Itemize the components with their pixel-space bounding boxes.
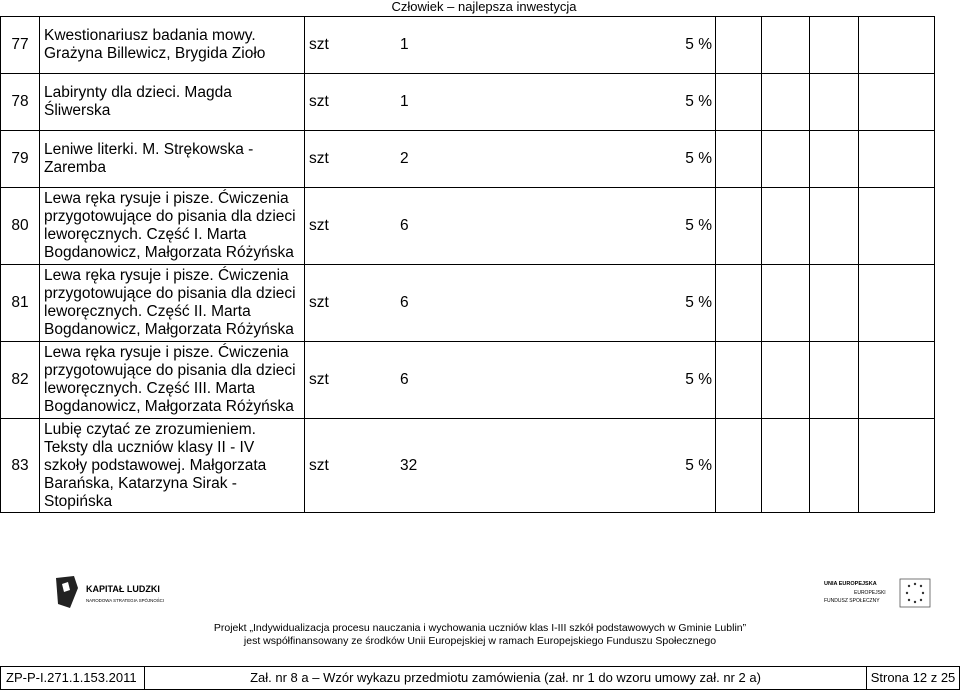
footer-bar (0, 666, 960, 690)
row-vat (652, 131, 716, 188)
table-row (1, 74, 935, 131)
row-unit-text: szt (309, 217, 329, 234)
row-quantity (390, 342, 521, 419)
table-row (1, 131, 935, 188)
row-quantity-text: 2 (400, 150, 409, 167)
row-number (1, 131, 40, 188)
row-unit-text: szt (309, 456, 329, 474)
row-title (40, 265, 305, 342)
row-quantity-text: 1 (400, 36, 409, 53)
row-quantity-text: 1 (400, 93, 409, 110)
row-empty-cell (762, 188, 810, 265)
row-empty-cell (762, 131, 810, 188)
row-vat-text: 5 % (685, 36, 712, 53)
row-empty-cell (762, 419, 810, 513)
items-table (0, 16, 935, 513)
project-line-1: Projekt „Indywidualizacja procesu nauczania i wychowania uczniów klas I-III szkół podstawowych w Gminie Lublin” (213, 622, 747, 634)
row-title-text: Kwestionariusz badania mowy. Grażyna Billewicz, Brygida Zioło (44, 27, 266, 62)
row-title (40, 342, 305, 419)
row-empty-cell (859, 188, 935, 265)
row-empty-cell (810, 131, 859, 188)
row-empty-cell (716, 74, 762, 131)
row-title-text: Labirynty dla dzieci. Magda Śliwerska (44, 84, 232, 119)
row-vat-text: 5 % (685, 371, 712, 388)
row-unit-text: szt (309, 371, 329, 388)
row-title-text: Lubię czytać ze zrozumieniem. Teksty dla uczniów klasy II - IV szkoły podstawowej. Małgorzata Barańska, Katarzyna Sirak - Stopińska (44, 420, 267, 510)
kapital-ludzki-logo (52, 574, 182, 610)
row-quantity (390, 188, 521, 265)
row-vat (652, 74, 716, 131)
row-unit (305, 17, 390, 74)
row-empty-cell (810, 17, 859, 74)
row-number (1, 188, 40, 265)
row-unit (305, 131, 390, 188)
kapital-ludzki-title: KAPITAŁ LUDZKI (86, 584, 160, 594)
table-row (1, 188, 935, 265)
row-spacer (521, 265, 652, 342)
row-vat-text: 5 % (685, 294, 712, 311)
row-unit (305, 188, 390, 265)
table-row (1, 419, 935, 513)
footer-attachment: Zał. nr 8 a – Wzór wykazu przedmiotu zamówienia (zał. nr 1 do wzoru umowy zał. nr 2 a) (145, 667, 867, 689)
row-quantity-text: 6 (400, 294, 409, 311)
row-number-text: 83 (11, 456, 29, 474)
kapital-ludzki-emblem-icon (56, 576, 78, 608)
row-title (40, 17, 305, 74)
eu-logo (822, 576, 932, 612)
row-empty-cell (716, 265, 762, 342)
row-unit (305, 265, 390, 342)
table-row (1, 265, 935, 342)
row-spacer (521, 342, 652, 419)
row-title (40, 419, 305, 513)
row-number-text: 82 (11, 371, 29, 388)
row-unit (305, 74, 390, 131)
project-line-2: jest współfinansowany ze środków Unii Europejskiej w ramach Europejskiego Funduszu Społecznego (243, 635, 717, 647)
row-vat (652, 342, 716, 419)
row-empty-cell (716, 188, 762, 265)
row-unit-text: szt (309, 36, 329, 53)
row-quantity (390, 265, 521, 342)
row-empty-cell (810, 419, 859, 513)
row-title-text: Lewa ręka rysuje i pisze. Ćwiczenia przygotowujące do pisania dla dzieci leworęcznych. Część II. Marta Bogdanowicz, Małgorzata Różyńska (44, 267, 296, 338)
table-row (1, 342, 935, 419)
row-quantity (390, 131, 521, 188)
row-unit-text: szt (309, 150, 329, 167)
row-empty-cell (859, 342, 935, 419)
row-unit-text: szt (309, 93, 329, 110)
row-empty-cell (810, 74, 859, 131)
row-quantity-text: 32 (400, 456, 418, 474)
row-vat-text: 5 % (685, 456, 712, 474)
row-spacer (521, 74, 652, 131)
row-unit (305, 342, 390, 419)
row-title (40, 74, 305, 131)
row-number (1, 419, 40, 513)
row-spacer (521, 131, 652, 188)
row-empty-cell (716, 342, 762, 419)
row-title-text: Leniwe literki. M. Strękowska - Zaremba (44, 141, 254, 176)
row-quantity (390, 17, 521, 74)
project-info (150, 622, 810, 648)
row-title (40, 188, 305, 265)
row-spacer (521, 188, 652, 265)
row-quantity-text: 6 (400, 371, 409, 388)
row-number-text: 79 (11, 150, 29, 167)
eu-line-3: FUNDUSZ SPOŁECZNY (824, 598, 880, 604)
row-unit-text: szt (309, 294, 329, 311)
row-number-text: 78 (11, 93, 29, 110)
eu-line-1: UNIA EUROPEJSKA (824, 581, 877, 587)
kapital-ludzki-subtitle: NARODOWA STRATEGIA SPÓJNOŚCI (86, 598, 165, 603)
row-number-text: 80 (11, 217, 29, 234)
row-empty-cell (810, 188, 859, 265)
row-number (1, 17, 40, 74)
row-empty-cell (859, 265, 935, 342)
row-spacer (521, 419, 652, 513)
row-vat-text: 5 % (685, 93, 712, 110)
row-empty-cell (762, 17, 810, 74)
row-number-text: 77 (11, 36, 29, 53)
row-quantity-text: 6 (400, 217, 409, 234)
row-quantity (390, 419, 521, 513)
row-number-text: 81 (11, 294, 29, 311)
table-row (1, 17, 935, 74)
row-empty-cell (762, 342, 810, 419)
row-vat-text: 5 % (685, 150, 712, 167)
row-empty-cell (859, 17, 935, 74)
row-empty-cell (762, 265, 810, 342)
row-number (1, 74, 40, 131)
row-empty-cell (716, 131, 762, 188)
row-vat (652, 188, 716, 265)
row-spacer (521, 17, 652, 74)
row-empty-cell (810, 342, 859, 419)
row-number (1, 342, 40, 419)
row-empty-cell (859, 419, 935, 513)
row-empty-cell (716, 419, 762, 513)
row-vat (652, 419, 716, 513)
row-title-text: Lewa ręka rysuje i pisze. Ćwiczenia przygotowujące do pisania dla dzieci leworęcznych. Część I. Marta Bogdanowicz, Małgorzata Różyńska (44, 190, 296, 261)
eu-line-2: EUROPEJSKI (854, 590, 886, 596)
row-empty-cell (859, 131, 935, 188)
row-title-text: Lewa ręka rysuje i pisze. Ćwiczenia przygotowujące do pisania dla dzieci leworęcznych. Część III. Marta Bogdanowicz, Małgorzata Różyńska (44, 344, 296, 415)
row-empty-cell (762, 74, 810, 131)
footer-reference: ZP-P-I.271.1.153.2011 (1, 667, 145, 689)
row-number (1, 265, 40, 342)
row-vat (652, 17, 716, 74)
row-quantity (390, 74, 521, 131)
row-empty-cell (810, 265, 859, 342)
row-vat-text: 5 % (685, 217, 712, 234)
row-empty-cell (716, 17, 762, 74)
row-title (40, 131, 305, 188)
row-empty-cell (859, 74, 935, 131)
footer-page: Strona 12 z 25 (870, 670, 956, 685)
row-unit (305, 419, 390, 513)
row-vat (652, 265, 716, 342)
header-title: Człowiek – najlepsza inwestycja (391, 0, 577, 14)
